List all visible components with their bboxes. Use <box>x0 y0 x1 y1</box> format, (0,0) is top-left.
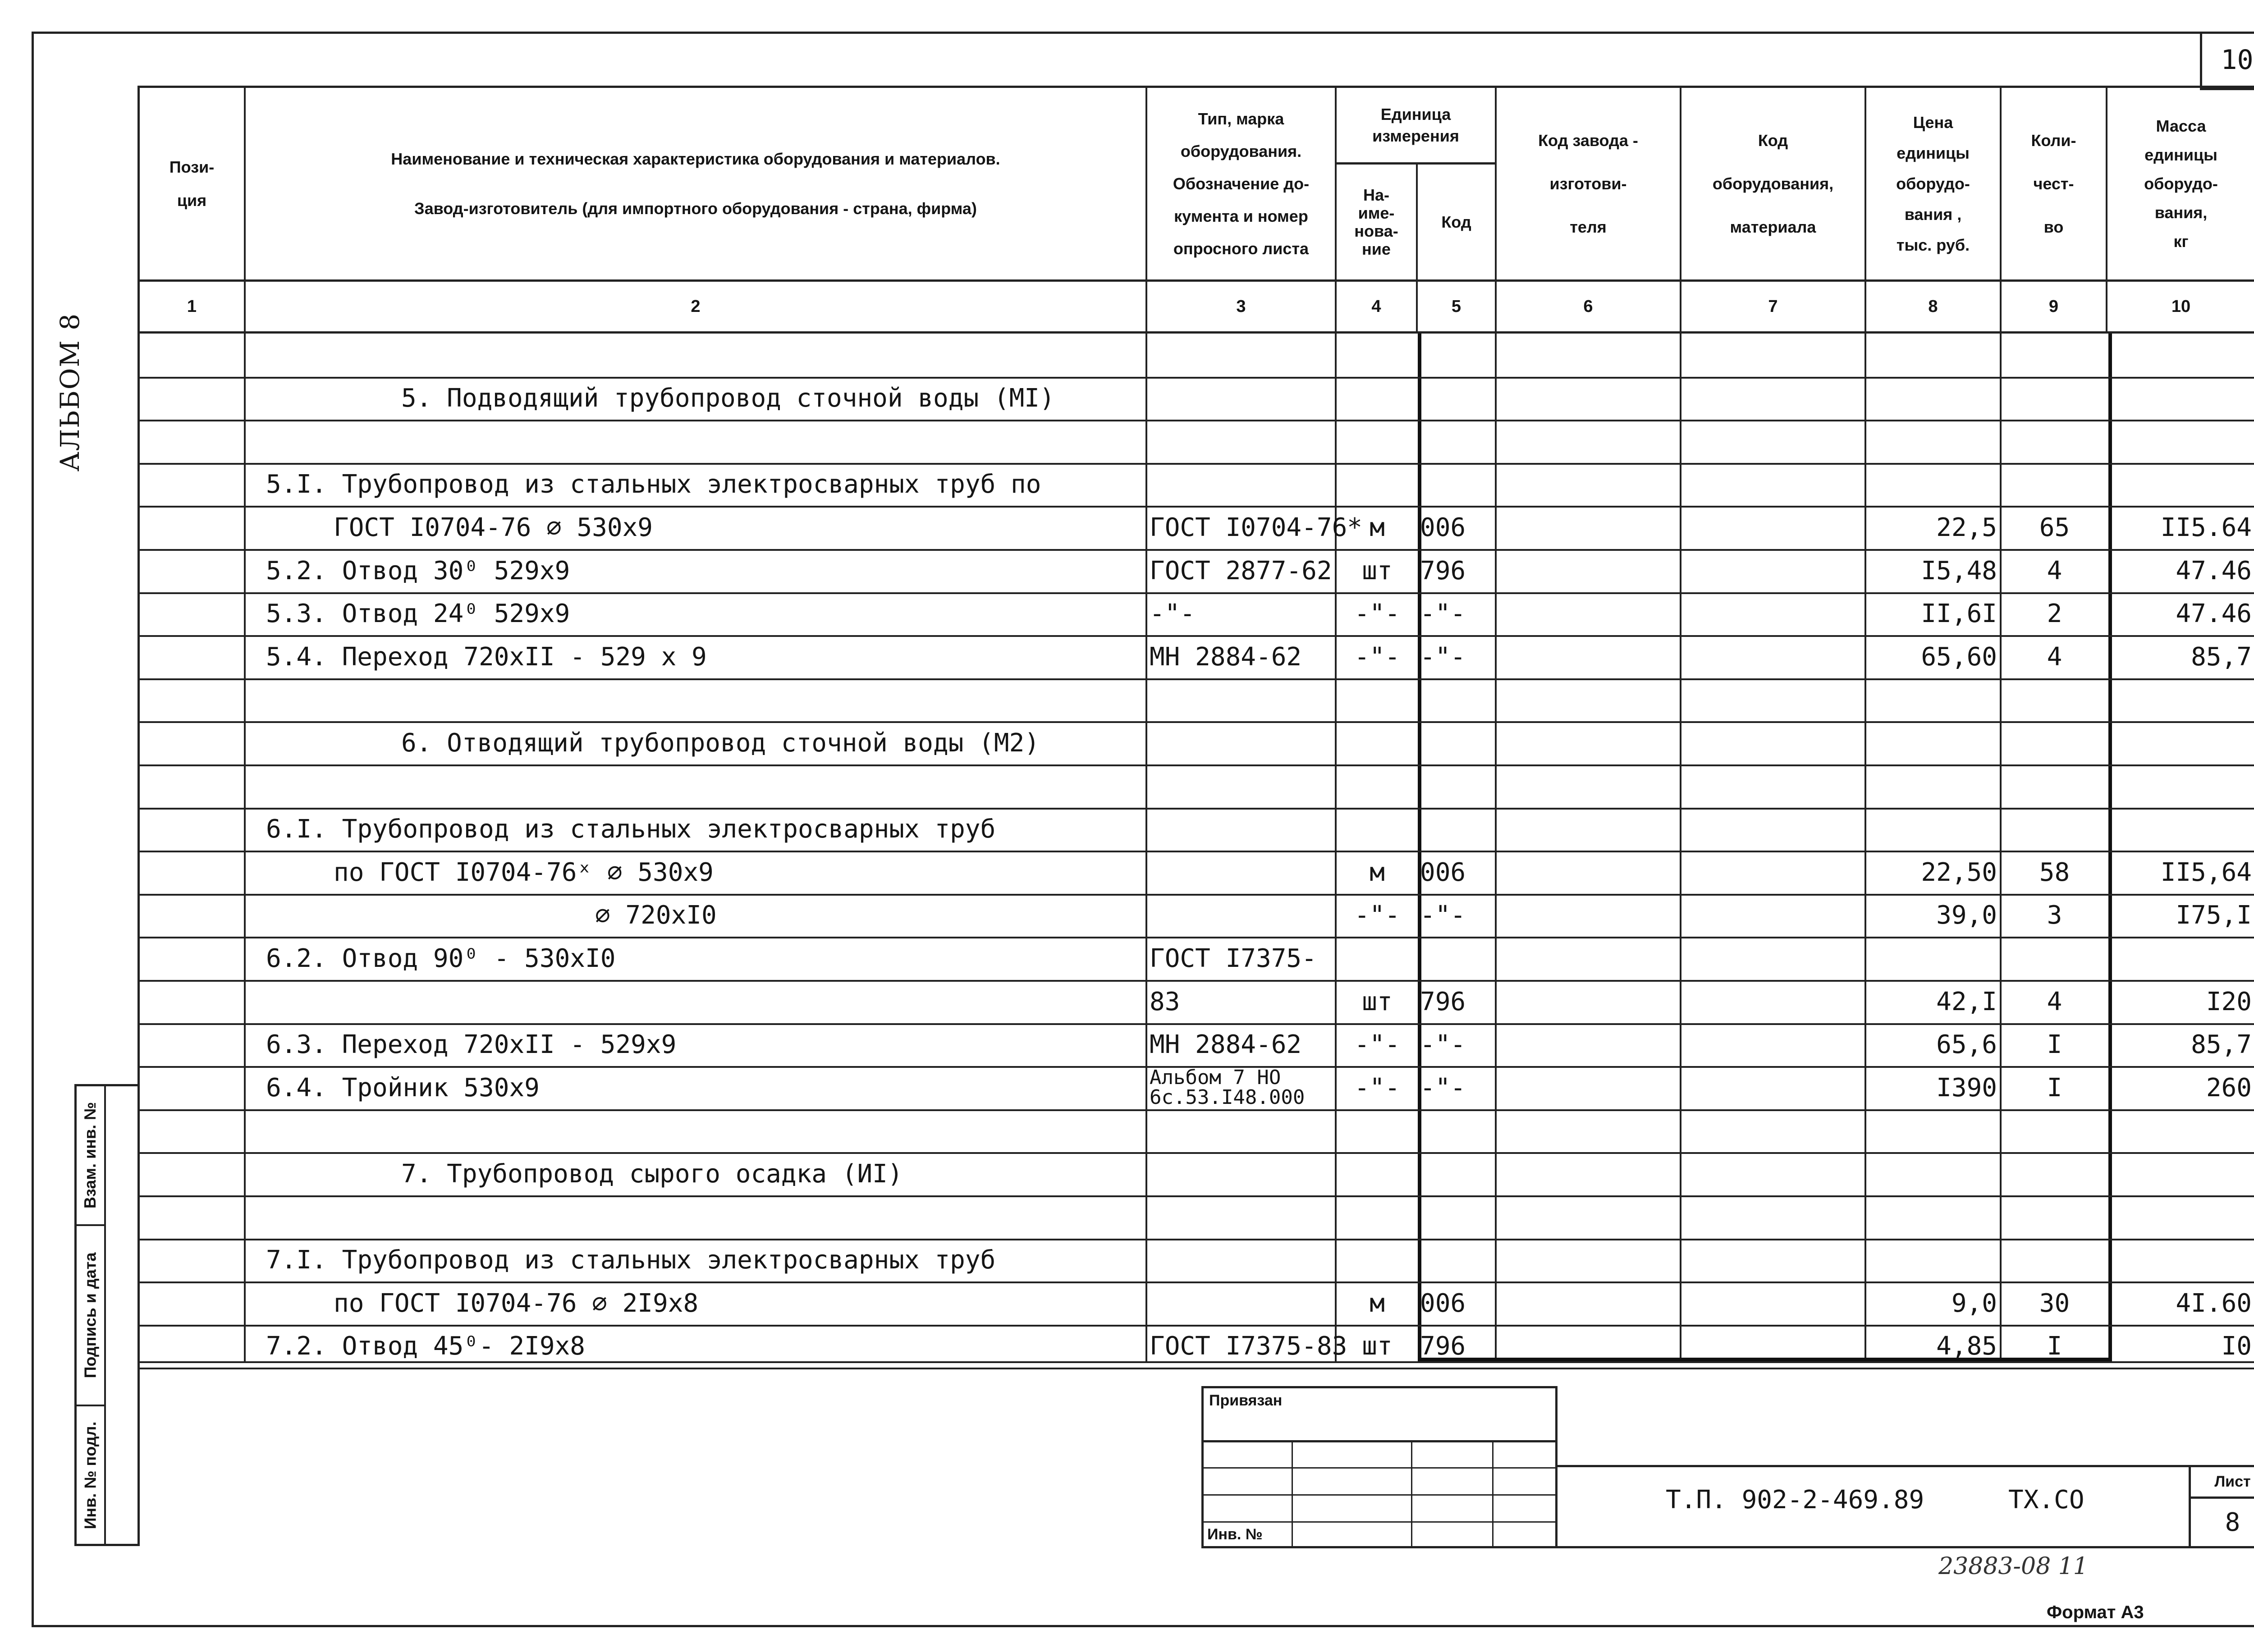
col-divider <box>1335 334 1337 1361</box>
cell-unit: м <box>1370 1288 1385 1318</box>
header-type: Тип, марка оборудования. Обозначение до- кумента и номер опросного листа <box>1147 88 1337 282</box>
cell-name: 5.2. Отвод 30⁰ 529x9 <box>266 556 570 586</box>
cell-unit: м <box>1370 857 1385 887</box>
cell-unit: шт <box>1362 556 1393 586</box>
header-manufacturer-code: Код завода - изготови- теля <box>1497 88 1681 282</box>
cell-price: 65,6 <box>1936 1030 1997 1060</box>
cell-price: 9,0 <box>1951 1288 1997 1318</box>
cell-price: I390 <box>1936 1073 1997 1103</box>
col-number: 8 <box>1866 282 2002 334</box>
cell-price: II,6I <box>1921 599 1997 629</box>
cell-name: 6. Отводящий трубопровод сточной воды (М2) <box>401 728 1040 758</box>
cell-code: -"- <box>1420 642 1466 672</box>
cell-qty: 2 <box>2047 599 2062 629</box>
cell-type: 83 <box>1150 987 1180 1016</box>
header-unit: Единица измерения <box>1337 88 1497 165</box>
cell-unit: шт <box>1362 1332 1393 1361</box>
specification-table <box>137 86 2254 1364</box>
side-stamp-original-inv: Инв. № подл. <box>77 1406 106 1544</box>
col-number: 7 <box>1681 282 1866 334</box>
page-number: 10 <box>2200 32 2254 90</box>
cell-mass: 85,7 <box>2191 642 2252 672</box>
side-stamp-replace-inv: Взам. инв. № <box>77 1086 106 1226</box>
cell-qty: I <box>2047 1332 2062 1361</box>
cell-code: -"- <box>1420 1030 1466 1060</box>
cell-mass: 47.46 <box>2176 556 2252 586</box>
album-label: АЛЬБОМ 8 <box>55 312 85 472</box>
cell-name: 5. Подводящий трубопровод сточной воды (МI) <box>401 384 1055 413</box>
side-stamp-signature-date: Подпись и дата <box>77 1226 106 1406</box>
handwritten-number: 23883-08 11 <box>1938 1553 2088 1580</box>
col-divider <box>244 334 246 1361</box>
cell-name: 7.2. Отвод 45⁰- 2I9x8 <box>266 1332 586 1361</box>
cell-code: 006 <box>1420 1288 1466 1318</box>
cell-name: 6.2. Отвод 90⁰ - 530xI0 <box>266 943 616 973</box>
header-unit-code: Код <box>1418 165 1497 282</box>
cell-price: I5,48 <box>1921 556 1997 586</box>
cell-name: 5.I. Трубопровод из стальных электросварных труб по <box>266 470 1041 499</box>
side-stamp <box>74 1084 140 1546</box>
cell-qty: 58 <box>2039 857 2070 887</box>
header-position: Пози- ция <box>140 88 246 282</box>
cell-name: 6.I. Трубопровод из стальных электросварных труб <box>266 815 996 844</box>
header-unit-name: На- име- нова- ние <box>1337 165 1418 282</box>
cell-mass: 4I.60 <box>2176 1288 2252 1318</box>
cell-price: 4,85 <box>1936 1332 1997 1361</box>
cell-unit: -"- <box>1354 901 1400 930</box>
cell-mass: I20 <box>2206 987 2252 1016</box>
cell-mass: II5,64 <box>2160 857 2252 887</box>
cell-name: по ГОСТ I0704-76 ⌀ 2I9x8 <box>334 1288 699 1318</box>
cell-type: ГОСТ I7375-83 <box>1150 1332 1347 1361</box>
cell-qty: I <box>2047 1030 2062 1060</box>
cell-price: 65,60 <box>1921 642 1997 672</box>
header-price: Цена единицы оборудо- вания , тыс. руб. <box>1866 88 2002 282</box>
cell-price: 39,0 <box>1936 901 1997 930</box>
col-number: 5 <box>1418 282 1497 334</box>
header-quantity: Коли- чест- во <box>2002 88 2107 282</box>
cell-unit: шт <box>1362 987 1393 1016</box>
cell-code: -"- <box>1420 599 1466 629</box>
cell-unit: -"- <box>1354 642 1400 672</box>
cell-type: МН 2884-62 <box>1150 642 1302 672</box>
cell-unit: -"- <box>1354 1030 1400 1060</box>
title-block <box>1558 1465 2254 1548</box>
cell-mass: I75,I <box>2176 901 2252 930</box>
col-number: 10 <box>2107 282 2254 334</box>
format-label: Формат А3 <box>2047 1602 2144 1622</box>
cell-mass: II5.64 <box>2160 513 2252 542</box>
sheet-label: Лист <box>2191 1467 2254 1499</box>
cell-qty: I <box>2047 1073 2062 1103</box>
cell-name: 5.3. Отвод 24⁰ 529x9 <box>266 599 570 629</box>
cell-mass: 47.46 <box>2176 599 2252 629</box>
cell-name: 5.4. Переход 720xII - 529 x 9 <box>266 642 707 672</box>
cell-qty: 4 <box>2047 642 2062 672</box>
row-divider <box>140 1195 2254 1197</box>
cell-code: 006 <box>1420 857 1466 887</box>
cell-type: МН 2884-62 <box>1150 1030 1302 1060</box>
cell-qty: 4 <box>2047 556 2062 586</box>
stamp-inv-label: Инв. № <box>1207 1526 1263 1543</box>
cell-unit: м <box>1370 513 1385 542</box>
cell-qty: 65 <box>2039 513 2070 542</box>
col-divider <box>1145 334 1147 1361</box>
row-divider <box>140 420 2254 421</box>
header-mass: Масса единицы оборудо- вания, кг <box>2107 88 2254 282</box>
col-number: 6 <box>1497 282 1681 334</box>
cell-type: ГОСТ I0704-76* <box>1150 513 1363 542</box>
cell-mass: I0 <box>2221 1332 2252 1361</box>
cell-qty: 30 <box>2039 1288 2070 1318</box>
cell-type: -"- <box>1150 599 1196 629</box>
cell-unit: -"- <box>1354 1073 1400 1103</box>
col-number: 1 <box>140 282 246 334</box>
row-divider <box>140 764 2254 766</box>
row-divider <box>140 678 2254 680</box>
cell-mass: 260 <box>2206 1073 2252 1103</box>
cell-name: ⌀ 720xI0 <box>595 901 717 930</box>
row-divider <box>140 1109 2254 1111</box>
cell-type: ГОСТ I7375- <box>1150 943 1317 973</box>
cell-code: 796 <box>1420 1332 1466 1361</box>
cell-unit: -"- <box>1354 599 1400 629</box>
cell-name: 6.3. Переход 720xII - 529x9 <box>266 1030 677 1060</box>
cell-name: 7.I. Трубопровод из стальных электросварных труб <box>266 1245 996 1275</box>
bold-frame <box>1418 334 2112 1361</box>
col-number: 2 <box>246 282 1147 334</box>
stamp-bound-label: Привязан <box>1209 1392 1283 1409</box>
cell-code: 796 <box>1420 556 1466 586</box>
cell-type: ГОСТ 2877-62 <box>1150 556 1332 586</box>
sheet-box <box>2189 1467 2254 1548</box>
header-equipment-code: Код оборудования, материала <box>1681 88 1866 282</box>
sheet-number: 8 <box>2225 1508 2240 1537</box>
col-number: 4 <box>1337 282 1418 334</box>
row-divider <box>140 1368 2254 1369</box>
header-name: Наименование и техническая характеристика оборудования и материалов. Завод-изготовитель (для импортного оборудования - страна, фирма) <box>246 88 1147 282</box>
col-number: 9 <box>2002 282 2107 334</box>
cell-code: -"- <box>1420 901 1466 930</box>
cell-type: Альбом 7 НО 6с.53.I48.000 <box>1150 1066 1305 1109</box>
col-number: 3 <box>1147 282 1337 334</box>
cell-price: 42,I <box>1936 987 1997 1016</box>
cell-name: 6.4. Тройник 530x9 <box>266 1073 540 1103</box>
cell-code: 796 <box>1420 987 1466 1016</box>
cell-price: 22,5 <box>1936 513 1997 542</box>
cell-qty: 4 <box>2047 987 2062 1016</box>
cell-code: -"- <box>1420 1073 1466 1103</box>
cell-code: 006 <box>1420 513 1466 542</box>
document-number: Т.П. 902-2-469.89 <box>1666 1485 1924 1515</box>
document-code: ТХ.СО <box>2008 1485 2084 1515</box>
cell-name: по ГОСТ I0704-76ˣ ⌀ 530x9 <box>334 857 714 887</box>
binding-stamp <box>1201 1386 1558 1548</box>
cell-price: 22,50 <box>1921 857 1997 887</box>
cell-mass: 85,7 <box>2191 1030 2252 1060</box>
cell-name: ГОСТ I0704-76 ⌀ 530x9 <box>334 513 653 542</box>
cell-qty: 3 <box>2047 901 2062 930</box>
cell-name: 7. Трубопровод сырого осадка (ИI) <box>401 1159 903 1189</box>
